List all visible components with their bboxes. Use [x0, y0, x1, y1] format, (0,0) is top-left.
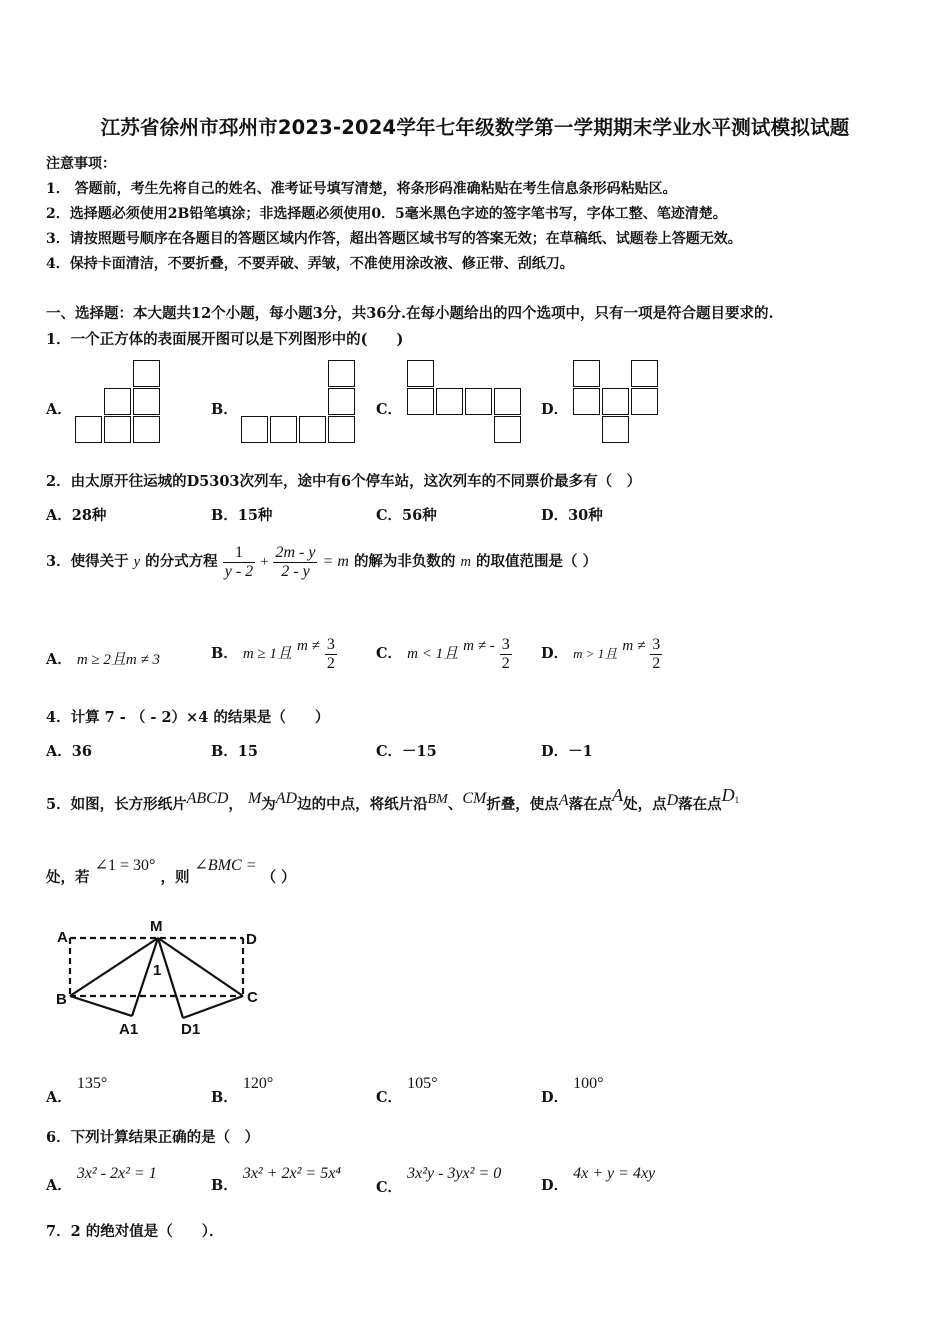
q6-option-a-label: A． [46, 1177, 72, 1194]
q3-option-c-expr: m < 1且 [407, 646, 459, 662]
q5-option-d-label: D． [541, 1089, 569, 1106]
q5-t1: ABCD [186, 790, 229, 807]
q5-t5: AD [275, 790, 298, 807]
fig-label-1: 1 [153, 962, 162, 979]
q3-suffix2: 的取值范围是（ ） [476, 553, 598, 570]
q2-option-a: A．28种 [46, 507, 107, 524]
q2-option-c: C．56种 [376, 507, 437, 524]
fig-label-c: C [247, 989, 258, 1006]
q4-option-c: C．－15 [376, 743, 437, 760]
q5-sub1: 1 [734, 795, 740, 805]
q4-option-b: B．15 [211, 743, 258, 760]
q3-option-b-label: B． [211, 645, 238, 662]
q5-option-d-value: 100° [573, 1075, 604, 1092]
q6-stem: 6．下列计算结果正确的是（ ） [46, 1129, 260, 1146]
q5-t13: A [612, 785, 624, 805]
q5-t11: A [558, 792, 569, 809]
notice-item-4: 4．保持卡面清洁，不要折叠，不要弄破、弄皱，不准使用涂改液、修正带、刮纸刀。 [46, 256, 574, 272]
q1-stem: 1．一个正方体的表面展开图可以是下列图形中的( ) [46, 331, 404, 348]
q5-t7: BM [427, 792, 448, 807]
notice-heading: 注意事项： [46, 156, 116, 172]
q5-option-b [211, 1064, 273, 1118]
q5-t14: 处，点 [623, 796, 667, 813]
q3-option-b-expr: m ≥ 1且 [242, 646, 292, 662]
q5-option-c-value: 105° [407, 1075, 438, 1092]
q5-t12: 落在点 [568, 796, 613, 813]
q5-t15: D [666, 792, 679, 809]
fig-label-a: A [57, 929, 68, 946]
q5-t6: 边的中点，将纸片沿 [297, 796, 428, 813]
q5-l2c: （ ） [261, 869, 296, 886]
q6-option-a-value: 3x² - 2x² = 1 [76, 1165, 157, 1182]
q2-option-d: D．30种 [541, 507, 603, 524]
q3-option-b-den: 2 [326, 654, 335, 672]
q6-option-d-value: 4x + y = 4xy [573, 1165, 656, 1182]
q5-t16: 落在点 [678, 796, 722, 813]
q5-angle1: ∠1 = 30° [94, 857, 156, 874]
fig-label-d1: D1 [181, 1021, 201, 1038]
notice-item-1: 1． 答题前，考生先将自己的姓名、准考证号填写清楚，将条形码准确粘贴在考生信息条形码粘贴区。 [46, 181, 677, 197]
fig-label-a1: A1 [119, 1021, 139, 1038]
q2-option-b: B．15种 [211, 507, 273, 524]
q6-option-d [541, 1158, 655, 1202]
q5-t9: CM [462, 790, 487, 807]
q4-option-d: D．－1 [541, 743, 593, 760]
q3-suffix1: 的解为非负数的 [353, 553, 456, 570]
q5-option-d [541, 1064, 604, 1118]
q6-option-c [376, 1158, 501, 1204]
fig-label-d: D [246, 931, 257, 948]
fig-label-m: M [150, 918, 163, 935]
q5-t2: ， [228, 796, 243, 813]
q1-option-d-label: D． [541, 401, 569, 418]
q5-angle2: ∠BMC = [194, 857, 257, 874]
q3-option-c-cond: m ≠ - [463, 638, 495, 654]
q6-option-d-label: D． [541, 1177, 569, 1194]
q5-option-a-label: A． [46, 1089, 72, 1106]
q3-frac1-den: y - 2 [224, 562, 254, 580]
q5-t10: 折叠，使点 [486, 796, 559, 813]
q4-stem: 4．计算 7 - （ - 2）×4 的结果是（ ） [46, 709, 330, 726]
q6-option-c-value: 3x²y - 3yx² = 0 [407, 1165, 502, 1182]
q3-prefix: 3．使得关于 [46, 553, 129, 570]
q5-l2a: 处，若 [46, 869, 90, 886]
q3-option-b-cond: m ≠ [296, 638, 320, 654]
q5-t3: M [247, 790, 262, 807]
q5-option-b-label: B． [211, 1089, 238, 1106]
q3-option-d-num: 3 [652, 635, 661, 653]
q3-mid: 的分式方程 [145, 553, 218, 570]
q3-eq: = m [322, 553, 349, 570]
q3-var-y: y [133, 554, 141, 570]
notice-item-3: 3．请按照题号顺序在各题目的答题区域内作答，超出答题区域书写的答案无效；在草稿纸、试题卷上答题无效。 [46, 231, 742, 247]
q5-option-c [376, 1064, 438, 1118]
q3-option-c-label: C． [376, 645, 403, 662]
q5-t17: D [721, 785, 735, 805]
q1-option-b-label: B． [211, 401, 238, 418]
q3-plus: + [260, 554, 269, 570]
q6-option-b-value: 3x² + 2x² = 5x⁴ [242, 1165, 341, 1182]
q3-frac2-den: 2 - y [273, 562, 317, 581]
q5-option-a-value: 135° [76, 1075, 108, 1092]
q6-option-b-label: B． [211, 1177, 238, 1194]
q5-option-a [46, 1064, 107, 1118]
q1-option-c-label: C． [376, 401, 403, 418]
q6-option-a [46, 1158, 157, 1202]
fig-label-b: B [56, 991, 67, 1008]
section-heading: 一、选择题：本大题共12个小题，每小题3分，共36分.在每小题给出的四个选项中，只有一项是符合题目要求的. [46, 305, 774, 322]
q3-option-d-den: 2 [652, 654, 661, 672]
q3-option-a-expr: m ≥ 2且m ≠ 3 [76, 652, 160, 668]
q3-frac1-num: 1 [234, 543, 243, 561]
q3-frac2-num: 2m - y [275, 543, 316, 561]
q2-stem: 2．由太原开往运城的D5303次列车，途中有6个停车站，这次列车的不同票价最多有（ ） [46, 473, 642, 490]
q3-option-d-expr: m > 1且 [573, 646, 618, 661]
q5-t0: 5．如图，长方形纸片 [46, 796, 187, 813]
q3-var-m: m [460, 554, 471, 570]
q6-option-c-label: C． [376, 1179, 403, 1196]
q3-option-d-cond: m ≠ [622, 638, 646, 654]
q5-t8: 、 [447, 796, 463, 813]
q3-option-c-num: 3 [501, 635, 510, 653]
q3-option-b-num: 3 [326, 635, 335, 653]
q5-option-b-value: 120° [242, 1075, 274, 1092]
q5-t4: 为 [261, 796, 276, 813]
q4-option-a: A．36 [46, 743, 92, 760]
q7-stem: 7．2 的绝对值是（ ）． [46, 1223, 224, 1240]
q6-option-b [211, 1158, 341, 1202]
q3-option-d-label: D． [541, 645, 569, 662]
q3-option-a-label: A． [46, 651, 72, 668]
notice-item-2: 2．选择题必须使用2B铅笔填涂；非选择题必须使用0．5毫米黑色字迹的签字笔书写，字体工整、笔迹清楚。 [46, 206, 727, 222]
page-title: 江苏省徐州市邳州市2023-2024学年七年级数学第一学期期末学业水平测试模拟试题 [100, 116, 850, 139]
q3-option-c-den: 2 [501, 654, 510, 672]
q1-option-a-label: A． [46, 401, 72, 418]
q5-l2b: ，则 [160, 869, 190, 886]
q5-option-c-label: C． [376, 1089, 403, 1106]
